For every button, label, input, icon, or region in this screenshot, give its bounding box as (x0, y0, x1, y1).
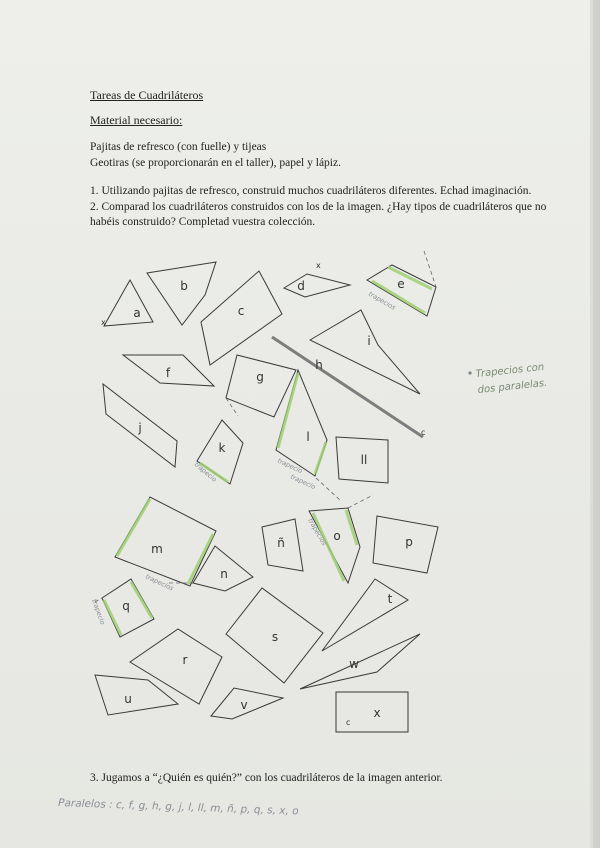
label-d: d (297, 279, 305, 293)
margin-note-line-1: Trapecios con (475, 361, 545, 380)
label-i: i (367, 334, 371, 348)
label-enye: ñ (277, 536, 285, 550)
bullet-dot (468, 371, 471, 374)
task-3: 3. Jugamos a “¿Quién es quién?” con los cuadriláteros de la imagen anterior. (90, 772, 443, 784)
page-edge (593, 0, 600, 848)
note-k: trapecio (192, 460, 219, 484)
shape-c (201, 271, 282, 365)
label-u: u (124, 692, 132, 706)
label-x: x (373, 706, 381, 720)
task-2: 2. Comparad los cuadriláteros construidos con los de la imagen. ¿Hay tipos de cuadriláteros que no habéis construido? Completad vuestra colección. (90, 201, 547, 228)
materials-line-1: Pajitas de refresco (con fuelle) y tijeas (90, 141, 267, 153)
label-a: a (133, 306, 141, 320)
highlight-q-2 (131, 582, 152, 618)
note-l-1: trapecio (276, 456, 304, 476)
shape-u (95, 675, 178, 715)
highlight-l-2 (315, 442, 326, 474)
label-j: j (138, 421, 142, 435)
label-e: e (397, 277, 405, 291)
note-l-2: trapecio (289, 472, 317, 492)
note-q: trapecio (90, 597, 107, 626)
label-n: n (220, 567, 228, 581)
shape-i (310, 310, 420, 394)
highlight-e-1 (388, 267, 432, 289)
label-g: g (256, 370, 264, 384)
label-v: v (240, 698, 248, 712)
label-q: q (122, 599, 130, 613)
label-r: r (182, 653, 188, 667)
highlight-m-1 (117, 499, 150, 556)
margin-note-line-2: dos paralelas. (477, 377, 548, 396)
shape-w (300, 634, 420, 689)
note-o: trapecios (306, 517, 329, 548)
shape-a (104, 280, 153, 326)
shape-g (226, 355, 296, 417)
shape-d (284, 274, 350, 297)
label-p: p (405, 535, 413, 549)
shape-t (322, 579, 408, 651)
shape-r (130, 629, 222, 704)
label-s: s (271, 630, 279, 644)
shape-m (115, 497, 216, 586)
label-f: f (165, 366, 171, 380)
materials-line-2: Geotiras (se proporcionarán en el taller), papel y lápiz. (90, 157, 341, 169)
shape-b (147, 262, 216, 325)
highlight-m-2 (188, 534, 213, 584)
note-e: trapecios (367, 289, 398, 312)
mark-x-top: x (316, 261, 321, 270)
materials-heading: Material necesario: (90, 113, 183, 127)
highlight-q-1 (104, 600, 121, 635)
highlight-l-1 (278, 373, 298, 448)
label-l: l (306, 430, 310, 444)
label-b: b (180, 279, 188, 293)
label-m: m (151, 542, 163, 556)
highlight-o-2 (346, 510, 357, 545)
label-c: c (237, 304, 245, 318)
mark-c-box: c (346, 718, 351, 727)
label-o: o (333, 529, 341, 543)
label-k: k (218, 441, 226, 455)
dash-ll (316, 478, 340, 500)
label-h: h (315, 358, 323, 372)
answer-paralelos: Paralelos : c, f, g, h, g, j, l, ll, m, ñ, p, q, s, x, o (57, 797, 299, 818)
worksheet-title: Tareas de Cuadriláteros (90, 88, 204, 102)
mark-c-straw: c (421, 428, 426, 437)
label-w: w (349, 657, 359, 671)
mark-x-left: x (101, 318, 106, 327)
label-ll: ll (360, 453, 368, 467)
note-m: trapecios (144, 572, 175, 593)
task-1: 1. Utilizando pajitas de refresco, construid muchos cuadriláteros diferentes. Echad imaginación. (90, 185, 532, 197)
label-t: t (387, 592, 393, 606)
dash-o (348, 495, 373, 508)
